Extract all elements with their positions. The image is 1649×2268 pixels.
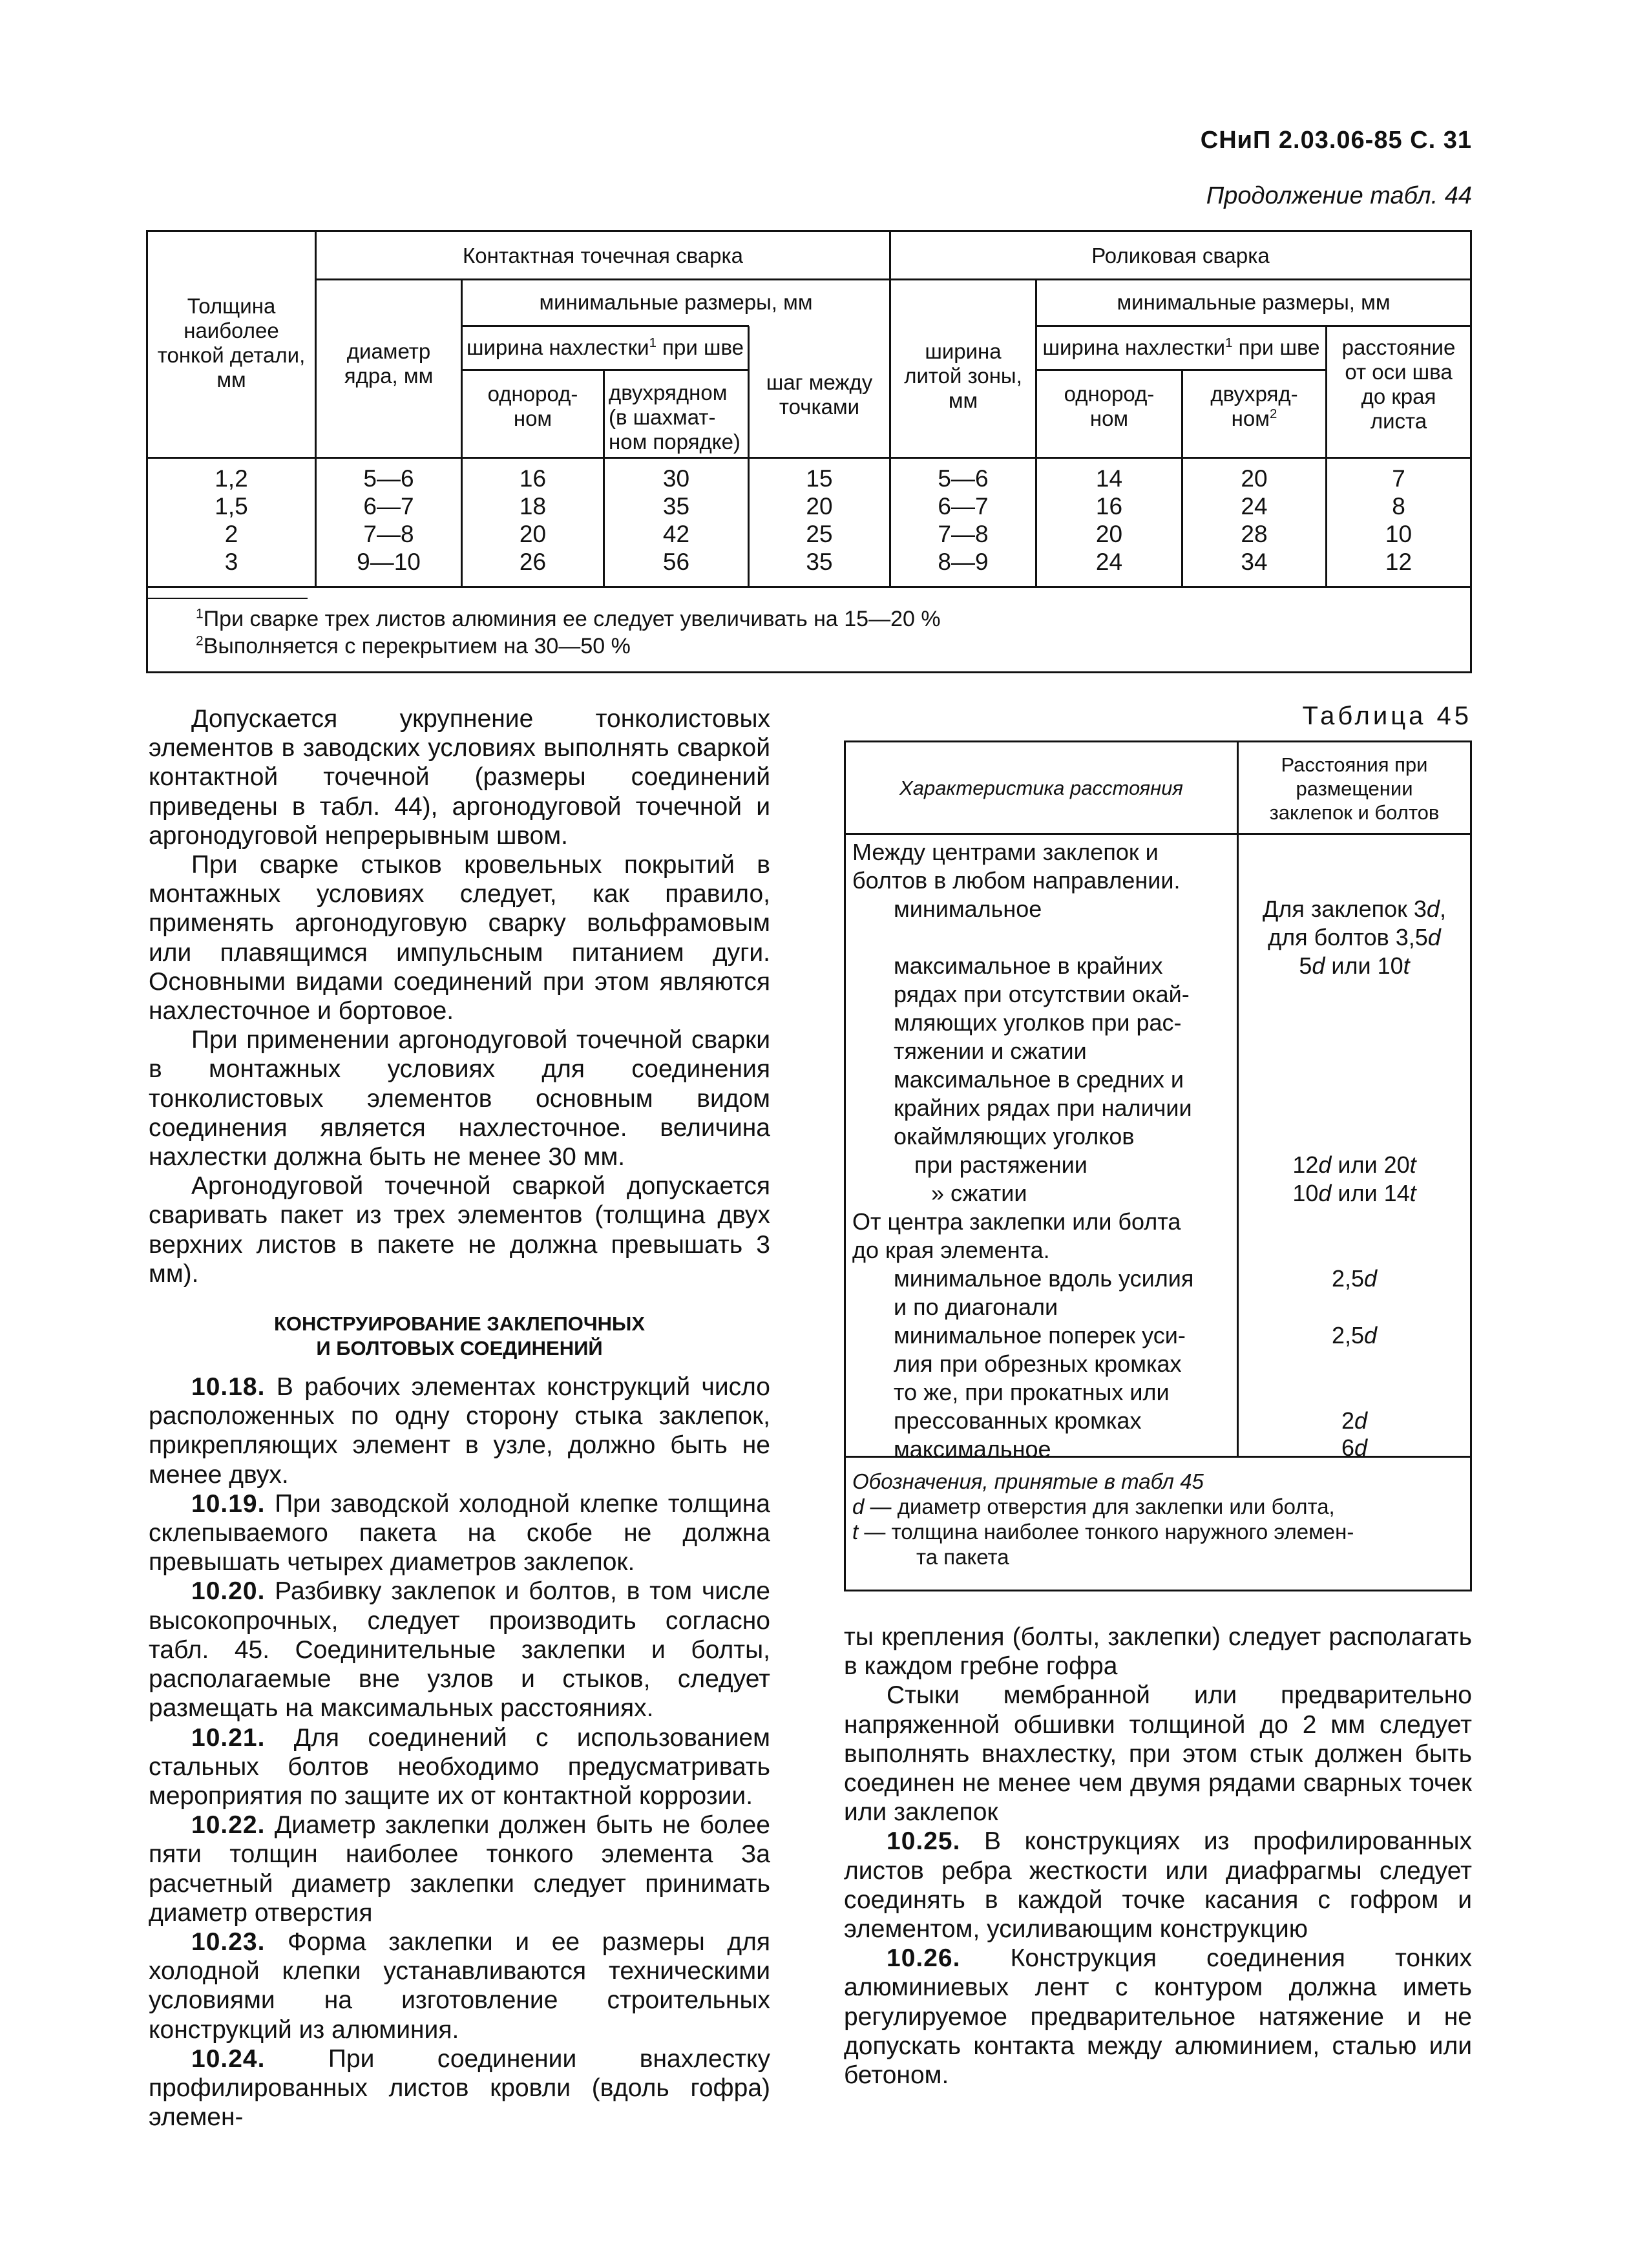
table-cell: 8 bbox=[1392, 493, 1405, 520]
value-text: 12 bbox=[1292, 1151, 1319, 1178]
paragraph: Аргонодуговой точечной сваркой допускается сваривать пакет из трех элементов (толщина двух верхних листов в пакете не должна превышать 3 мм). bbox=[149, 1172, 770, 1288]
page-header: СНиП 2.03.06-85 С. 31 bbox=[1200, 127, 1472, 154]
table-rule bbox=[1237, 742, 1239, 1457]
footnote-mark: 2 bbox=[1269, 406, 1277, 421]
table-45-caption: Таблица 45 bbox=[1302, 702, 1472, 730]
table-row-label: болтов в любом направлении. bbox=[852, 867, 1181, 894]
table-cell: 56 bbox=[662, 549, 690, 575]
header-core-diameter bbox=[317, 339, 461, 388]
value-min-bolt bbox=[1239, 923, 1470, 952]
heading-line: КОНСТРУИРОВАНИЕ ЗАКЛЕПОЧНЫХ bbox=[273, 1312, 646, 1336]
header-cast-zone-width bbox=[891, 339, 1035, 413]
header-text: при шве bbox=[1232, 335, 1320, 359]
table-row-label: рядах при отсутствии окай- bbox=[894, 981, 1190, 1007]
header-thickness bbox=[148, 294, 315, 392]
header-line: мм bbox=[948, 388, 978, 412]
clause-10-18 bbox=[149, 1372, 770, 1489]
value-text: или 14 bbox=[1331, 1180, 1410, 1206]
table-cell: 3 bbox=[224, 549, 238, 575]
table-cell: 20 bbox=[1241, 465, 1268, 492]
table-cell: 20 bbox=[519, 521, 547, 547]
symbol-t: t bbox=[852, 1520, 859, 1544]
header-spot-welding: Контактная точечная сварка bbox=[463, 244, 743, 268]
header-min-sizes-roller: минимальные размеры, мм bbox=[1117, 290, 1391, 314]
header-text: ширина нахлестки bbox=[467, 335, 649, 359]
header-line: точками bbox=[779, 395, 860, 419]
value-text: 10 bbox=[1292, 1180, 1319, 1206]
header-line: размещении bbox=[1296, 777, 1413, 800]
table-cell: 5—6 bbox=[363, 465, 414, 492]
symbol-d: d bbox=[1318, 1180, 1332, 1206]
table-cell: 30 bbox=[662, 465, 690, 492]
table-cell: 24 bbox=[1095, 549, 1123, 575]
table-row-label: до края элемента. bbox=[852, 1237, 1050, 1263]
table-cell: 20 bbox=[806, 493, 833, 520]
right-column bbox=[844, 1622, 1472, 2090]
footnote-2 bbox=[196, 633, 631, 660]
header-line: однород- bbox=[1064, 382, 1155, 406]
header-line: Толщина bbox=[187, 294, 276, 318]
symbol-d: d bbox=[852, 1495, 865, 1518]
header-double-row-chess bbox=[605, 381, 748, 454]
header-line: ном порядке) bbox=[609, 430, 740, 454]
table-row-label: минимальное bbox=[894, 896, 1042, 922]
symbol-d: d bbox=[1312, 952, 1325, 979]
header-roller-welding: Роликовая сварка bbox=[1091, 244, 1270, 268]
clause-text: Форма заклепки и ее размеры для холодной клепки устанавливаются техническими условиями на изготовление строительных конструкций из алюминия. bbox=[149, 1927, 770, 2044]
value-text: 2,5 bbox=[1331, 1322, 1364, 1349]
value-max bbox=[1239, 1434, 1470, 1462]
header-line: ном bbox=[1089, 406, 1129, 430]
table-cell: 15 bbox=[806, 465, 833, 492]
table-row-label: то же, при прокатных или bbox=[894, 1379, 1170, 1405]
note-t bbox=[852, 1520, 1354, 1544]
clause-number: 10.26. bbox=[887, 1944, 961, 1973]
header-text: ном bbox=[1231, 406, 1270, 430]
symbol-d: d bbox=[1427, 924, 1441, 950]
value-text: или 10 bbox=[1325, 952, 1403, 979]
value-compression bbox=[1239, 1179, 1470, 1208]
header-line bbox=[1183, 406, 1325, 431]
clause-text: Диаметр заклепки должен быть не более пяти толщин наиболее тонкого элемента За расчетный диаметр заклепки следует принимать диаметр отверстия bbox=[149, 1811, 770, 1927]
table-rule bbox=[846, 833, 1470, 835]
table-cell: 26 bbox=[519, 549, 547, 575]
clause-10-26 bbox=[844, 1944, 1472, 2090]
clause-number: 10.20. bbox=[191, 1577, 266, 1606]
left-column bbox=[149, 704, 770, 2132]
value-rolled bbox=[1239, 1407, 1470, 1435]
table-row-label: крайних рядах при наличии bbox=[894, 1095, 1192, 1121]
clause-number: 10.18. bbox=[191, 1373, 266, 1402]
table-rule bbox=[148, 457, 1470, 459]
header-line: заклепок и болтов bbox=[1269, 801, 1440, 824]
clause-10-21 bbox=[149, 1723, 770, 1811]
table-row-label: и по диагонали bbox=[894, 1294, 1058, 1320]
table-cell: 20 bbox=[1095, 521, 1123, 547]
header-line: мм bbox=[216, 368, 246, 392]
header-line: (в шахмат- bbox=[609, 405, 716, 429]
table-cell: 10 bbox=[1385, 521, 1413, 547]
header-spot-pitch bbox=[750, 370, 889, 419]
header-line: ширина bbox=[925, 339, 1002, 363]
header-line: литой зоны, bbox=[904, 364, 1022, 388]
table-row-label: минимальное поперек уси- bbox=[894, 1322, 1186, 1349]
value-text: 2,5 bbox=[1331, 1265, 1364, 1292]
value-tension bbox=[1239, 1151, 1470, 1179]
header-single-row bbox=[463, 382, 603, 431]
table-cell: 18 bbox=[519, 493, 547, 520]
header-line: шаг между bbox=[766, 370, 873, 394]
symbol-d: d bbox=[1354, 1434, 1368, 1461]
table-rule bbox=[1035, 325, 1470, 327]
table-continuation-caption: Продолжение табл. 44 bbox=[1206, 182, 1472, 209]
clause-text: В рабочих элементах конструкций число расположенных по одну сторону стыка заклепок, прикрепляющих элемент в узле, должно быть не менее двух. bbox=[149, 1373, 770, 1489]
paragraph: Допускается укрупнение тонколистовых элементов в заводских условиях выполнять сваркой контактной точечной (размеры соединений приведены в табл. 44), аргонодуговой точечной и аргонодуговой непрерывным швом. bbox=[149, 705, 770, 850]
value-text: или 20 bbox=[1331, 1151, 1410, 1178]
table-cell: 8—9 bbox=[938, 549, 989, 575]
paragraph: ты крепления (болты, заклепки) следует располагать в каждом гребне гофра bbox=[844, 1623, 1472, 1681]
clause-number: 10.21. bbox=[191, 1723, 266, 1752]
header-line: Расстояния при bbox=[1281, 753, 1428, 776]
footnote-text: При сварке трех листов алюминия ее следует увеличивать на 15—20 % bbox=[203, 607, 941, 631]
table-cell: 24 bbox=[1241, 493, 1268, 520]
table-row-label: минимальное вдоль усилия bbox=[894, 1265, 1194, 1292]
clause-number: 10.24. bbox=[191, 2044, 266, 2073]
notes-title: Обозначения, принятые в табл 45 bbox=[852, 1469, 1204, 1493]
header-overlap-width bbox=[463, 335, 748, 360]
clause-10-20 bbox=[149, 1577, 770, 1723]
table-cell: 16 bbox=[519, 465, 547, 492]
header-distances bbox=[1239, 753, 1470, 824]
footnote-mark: 2 bbox=[196, 633, 204, 649]
table-rule bbox=[461, 369, 749, 371]
table-row-label: окаймляющих уголков bbox=[894, 1123, 1135, 1150]
value-min bbox=[1239, 895, 1470, 923]
table-cell: 14 bbox=[1095, 465, 1123, 492]
header-line: от оси шва bbox=[1345, 360, 1453, 384]
header-line: листа bbox=[1370, 409, 1427, 433]
symbol-t: t bbox=[1409, 1151, 1416, 1178]
symbol-t: t bbox=[1403, 952, 1410, 979]
clause-number: 10.22. bbox=[191, 1811, 266, 1840]
value-text: 5 bbox=[1299, 952, 1312, 979]
note-t-cont: та пакета bbox=[916, 1545, 1009, 1569]
table-cell: 42 bbox=[662, 521, 690, 547]
clause-text: Конструкция соединения тонких алюминиевых лент с контуром должна иметь регулируемое предварительное натяжение и не допускать контакта между алюминием, сталью или бетоном. bbox=[844, 1944, 1472, 2090]
table-row-label: прессованных кромках bbox=[894, 1407, 1142, 1434]
table-cell: 5—6 bbox=[938, 465, 989, 492]
header-line: ном bbox=[513, 406, 552, 430]
table-cell: 9—10 bbox=[357, 549, 421, 575]
table-cell: 16 bbox=[1095, 493, 1123, 520]
clause-number: 10.23. bbox=[191, 1927, 266, 1956]
clause-text: При заводской холодной клепке толщина склепываемого пакета на скобе не должна превышать четырех диаметров заклепок. bbox=[149, 1489, 770, 1577]
header-overlap-width-roller bbox=[1037, 335, 1325, 360]
symbol-t: t bbox=[1409, 1180, 1416, 1206]
footnote-mark: 1 bbox=[1225, 335, 1233, 350]
clause-text: Разбивку заклепок и болтов, в том числе высокопрочных, следует производить согласно табл. 45. Соединительные заклепки и болты, располагаемые вне узлов и стыков, следует размещать на максимальных расстояниях. bbox=[149, 1577, 770, 1723]
clause-10-24 bbox=[149, 2044, 770, 2132]
clause-text: При соединении внахлестку профилированных листов кровли (вдоль гофра) элемен- bbox=[149, 2044, 770, 2132]
table-cell: 1,2 bbox=[215, 465, 248, 492]
table-cell: 28 bbox=[1241, 521, 1268, 547]
header-text: ширина нахлестки bbox=[1042, 335, 1226, 359]
clause-number: 10.25. bbox=[887, 1827, 961, 1856]
value-max-edge bbox=[1239, 952, 1470, 980]
header-line: диаметр bbox=[346, 339, 431, 363]
section-heading bbox=[149, 1312, 770, 1361]
table-cell: 35 bbox=[662, 493, 690, 520]
value-across bbox=[1239, 1321, 1470, 1350]
footnote-text: Выполняется с перекрытием на 30—50 % bbox=[203, 634, 631, 658]
symbol-d: d bbox=[1426, 896, 1440, 922]
header-line: наиболее bbox=[184, 319, 279, 342]
table-44 bbox=[146, 230, 1472, 673]
table-row-label: лия при обрезных кромках bbox=[894, 1350, 1182, 1377]
table-cell: 7—8 bbox=[938, 521, 989, 547]
note-text: — диаметр отверстия для заклепки или болта, bbox=[864, 1495, 1335, 1518]
header-line: двухряд- bbox=[1210, 382, 1298, 406]
table-cell: 12 bbox=[1385, 549, 1413, 575]
table-row-label: » сжатии bbox=[931, 1180, 1027, 1206]
header-distance-characteristic: Характеристика расстояния bbox=[899, 777, 1183, 799]
value-along bbox=[1239, 1265, 1470, 1293]
table-row-label: От центра заклепки или болта bbox=[852, 1208, 1181, 1235]
table-rule bbox=[148, 586, 1470, 588]
table-cell: 1,5 bbox=[215, 493, 248, 520]
header-min-sizes: минимальные размеры, мм bbox=[539, 290, 813, 314]
symbol-d: d bbox=[1364, 1322, 1378, 1349]
heading-line: И БОЛТОВЫХ СОЕДИНЕНИЙ bbox=[316, 1337, 603, 1360]
table-cell: 34 bbox=[1241, 549, 1268, 575]
table-cell: 6—7 bbox=[938, 493, 989, 520]
note-d bbox=[852, 1495, 1335, 1519]
table-row-label: мляющих уголков при рас- bbox=[894, 1009, 1182, 1036]
clause-text: В конструкциях из профилированных листов ребра жесткости или диафрагмы следует соединять в каждой точке касания с гофром и элементом, усиливающим конструкцию bbox=[844, 1827, 1472, 1944]
table-cell: 25 bbox=[806, 521, 833, 547]
header-line: тонкой детали, bbox=[157, 343, 306, 367]
symbol-d: d bbox=[1318, 1151, 1332, 1178]
header-line: до края bbox=[1361, 384, 1436, 408]
paragraph: При применении аргонодуговой точечной сварки в монтажных условиях для соединения тонколистовых элементов основным видом соединения является нахлесточное. величина нахлестки должна быть не менее 30 мм. bbox=[149, 1026, 770, 1171]
clause-10-19 bbox=[149, 1489, 770, 1577]
paragraph: Стыки мембранной или предварительно напряженной обшивки толщиной до 2 мм следует выполнять внахлестку, при этом стык должен быть соединен не менее чем двумя рядами сварных точек или заклепок bbox=[844, 1681, 1472, 1827]
footnote-mark: 1 bbox=[196, 606, 204, 622]
clause-10-22 bbox=[149, 1811, 770, 1927]
value-text: 2 bbox=[1341, 1407, 1354, 1434]
footnote-rule bbox=[148, 598, 308, 599]
header-line: ядра, мм bbox=[344, 364, 434, 388]
table-row-label: при растяжении bbox=[914, 1151, 1087, 1178]
value-text: , bbox=[1439, 896, 1446, 922]
table-row-label: максимальное bbox=[894, 1436, 1051, 1462]
table-cell: 7—8 bbox=[363, 521, 414, 547]
table-row-label: Между центрами заклепок и bbox=[852, 839, 1159, 865]
clause-number: 10.19. bbox=[191, 1489, 266, 1518]
table-cell: 7 bbox=[1392, 465, 1405, 492]
value-text: Для заклепок 3 bbox=[1263, 896, 1427, 922]
table-cell: 2 bbox=[224, 521, 238, 547]
value-text: для болтов 3,5 bbox=[1268, 924, 1428, 950]
header-line: однород- bbox=[487, 382, 578, 406]
header-text: при шве bbox=[656, 335, 744, 359]
table-row-label: максимальное в крайних bbox=[894, 952, 1163, 979]
table-row-label: максимальное в средних и bbox=[894, 1066, 1184, 1093]
symbol-d: d bbox=[1364, 1265, 1378, 1292]
table-45 bbox=[844, 740, 1472, 1591]
footnote-1 bbox=[196, 605, 941, 633]
header-single-row-roller bbox=[1037, 382, 1181, 431]
note-text: — толщина наиболее тонкого наружного элемен- bbox=[858, 1520, 1354, 1544]
table-cell: 35 bbox=[806, 549, 833, 575]
header-line: расстояние bbox=[1341, 335, 1456, 359]
table-row-label: тяжении и сжатии bbox=[894, 1038, 1087, 1064]
clause-text: Для соединений с использованием стальных болтов необходимо предусматривать мероприятия по защите их от контактной коррозии. bbox=[149, 1723, 770, 1810]
table-rule bbox=[461, 325, 749, 327]
header-line: двухрядном bbox=[609, 381, 728, 404]
table-cell: 6—7 bbox=[363, 493, 414, 520]
clause-10-23 bbox=[149, 1927, 770, 2044]
paragraph: При сварке стыков кровельных покрытий в монтажных условиях следует, как правило, применять аргонодуговую сварку вольфрамовым или плавящимся импульсным питанием дуги. Основными видами соединений при этом являются нахлесточное и бортовое. bbox=[149, 851, 770, 1025]
clause-10-25 bbox=[844, 1827, 1472, 1944]
footnote-mark: 1 bbox=[649, 335, 656, 350]
table-rule bbox=[315, 278, 1470, 280]
symbol-d: d bbox=[1354, 1407, 1368, 1434]
header-axis-to-edge bbox=[1327, 335, 1470, 434]
table-rule bbox=[1035, 369, 1327, 371]
header-double-row-roller bbox=[1183, 382, 1325, 431]
value-text: 6 bbox=[1341, 1434, 1354, 1461]
